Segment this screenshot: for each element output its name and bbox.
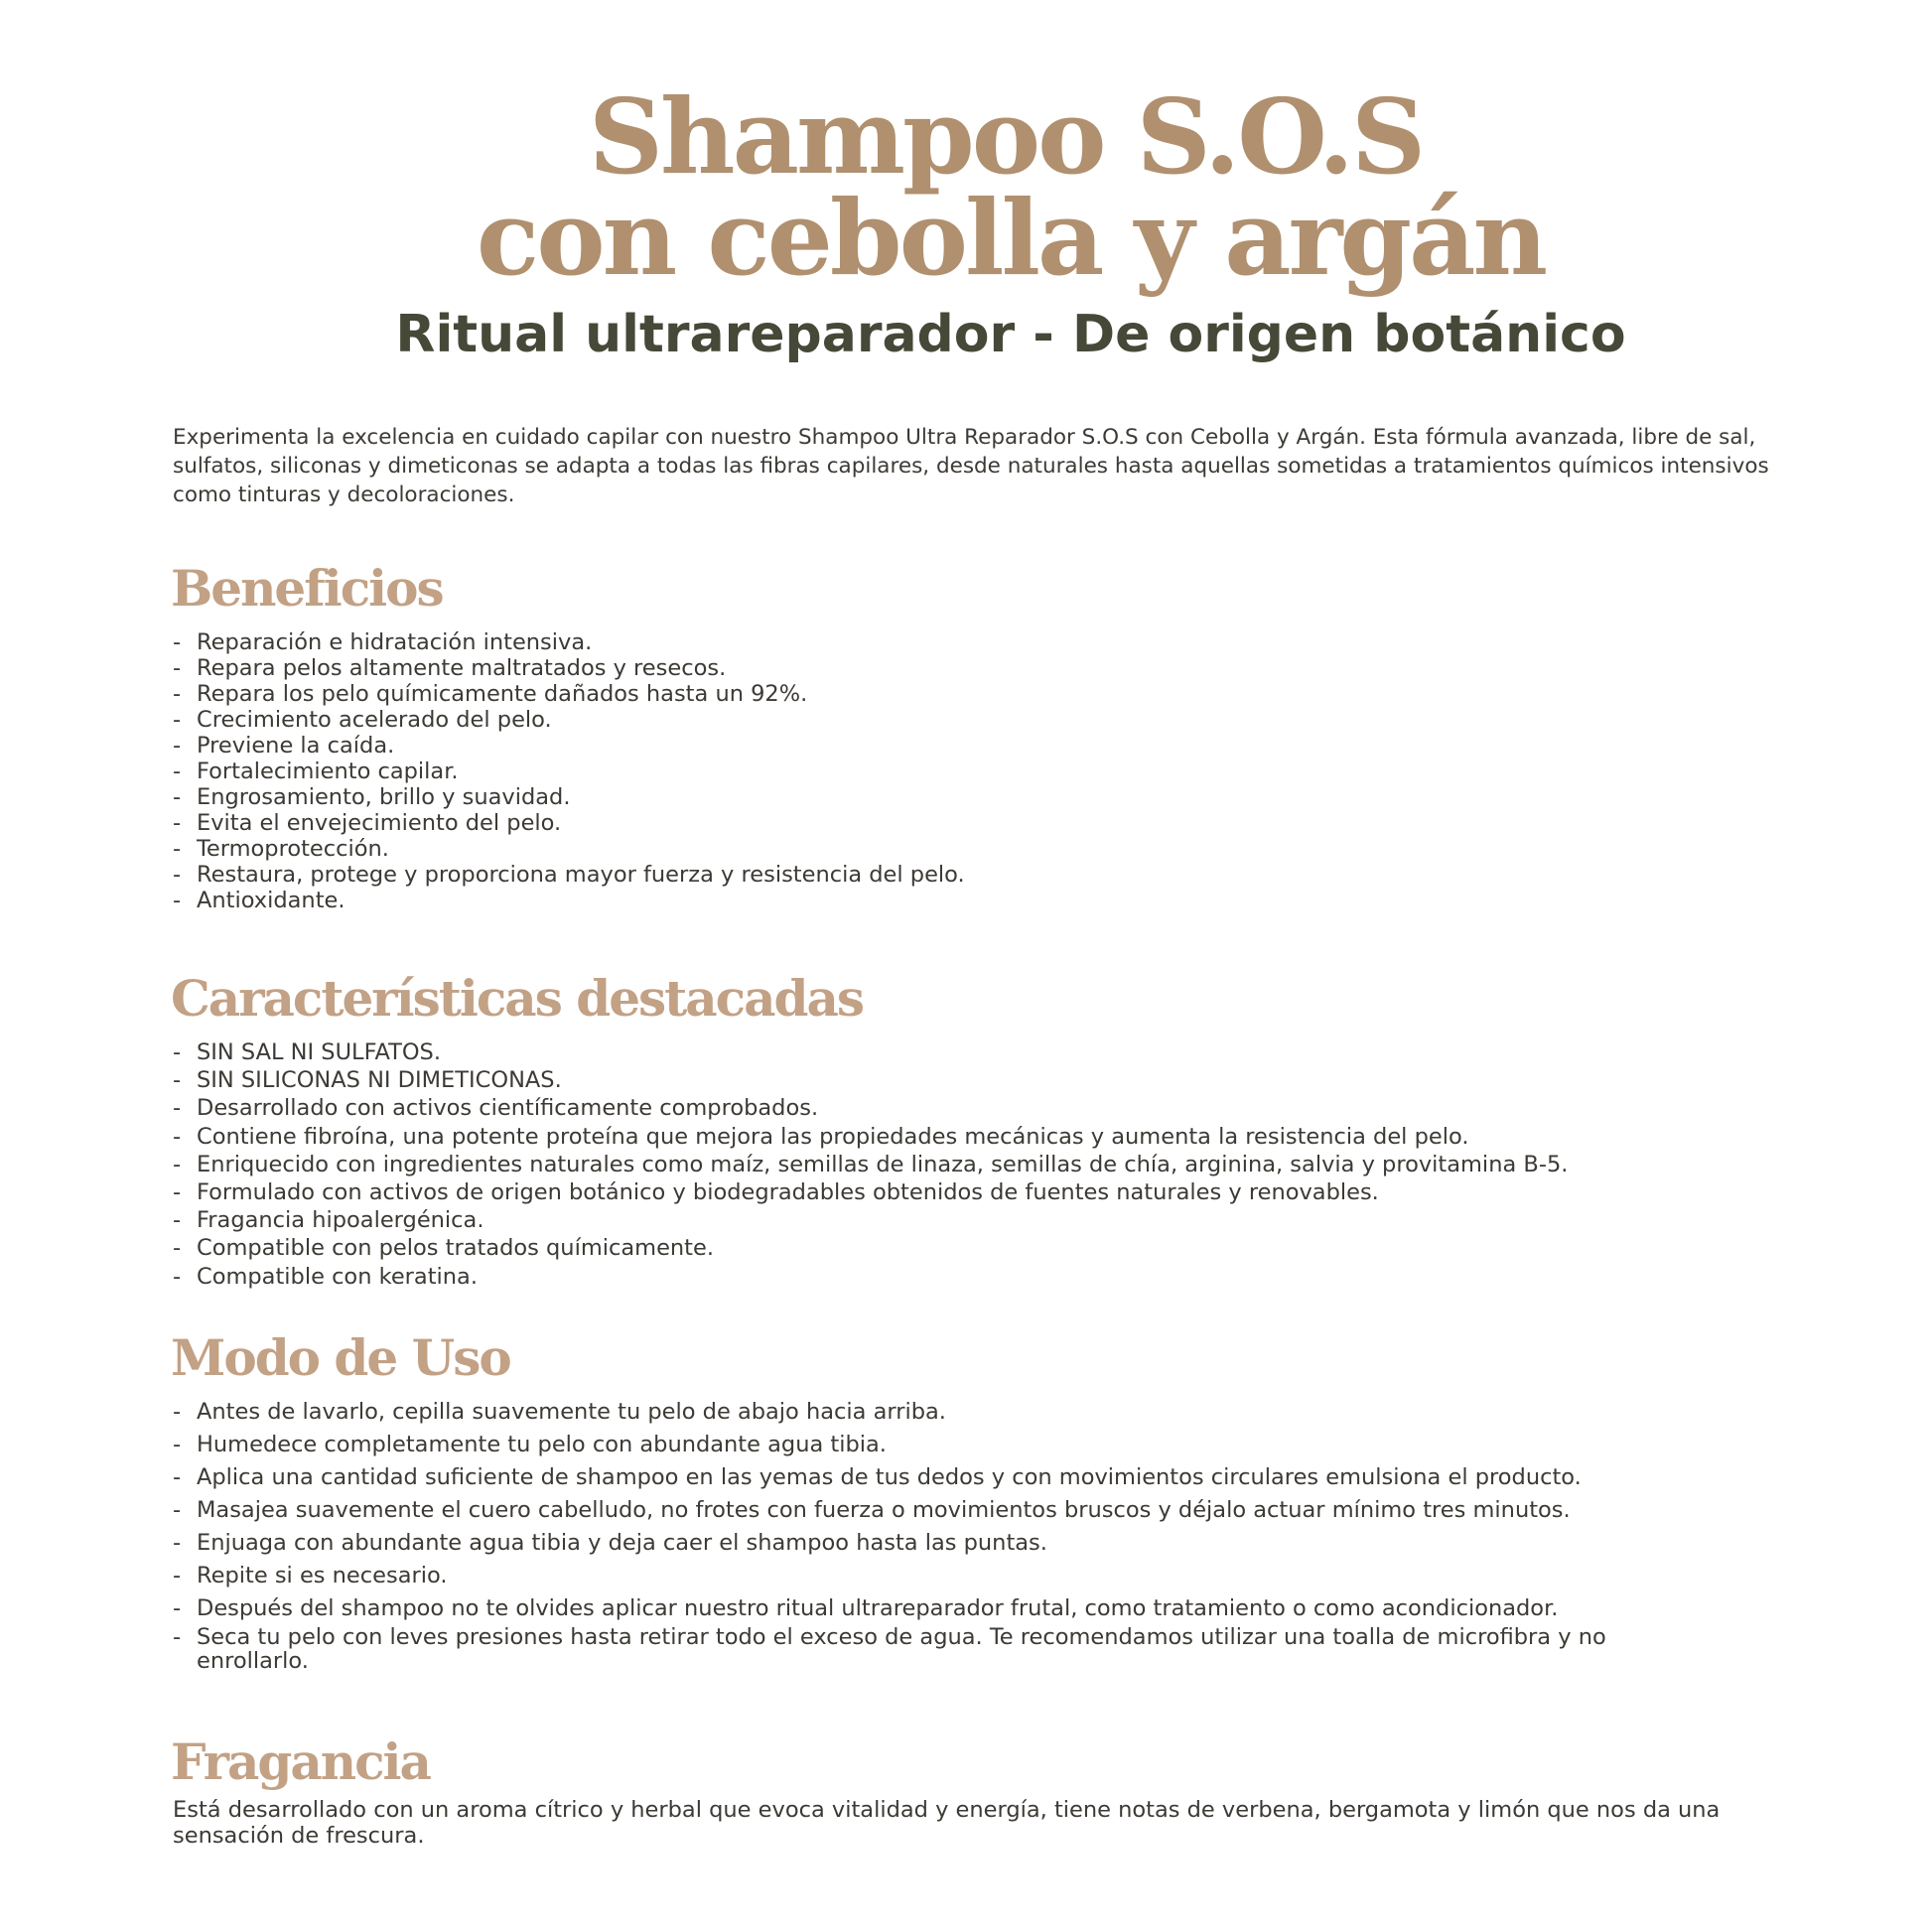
list-item <box>173 862 965 888</box>
page-subtitle: Ritual ultrareparador - De origen botánico <box>395 305 1626 364</box>
list-marker: - <box>173 1151 182 1177</box>
list-item <box>173 1494 1616 1527</box>
list-item-text: SIN SILICONAS NI DIMETICONAS. <box>197 1067 562 1094</box>
list-marker: - <box>173 681 182 707</box>
list-item-text: SIN SAL NI SULFATOS. <box>197 1039 441 1065</box>
list-item-text: Enriquecido con ingredientes naturales como maíz, semillas de linaza, semillas de chía, arginina, salvia y provitamina B-5. <box>197 1151 1569 1177</box>
list-item <box>173 1527 1616 1560</box>
list-item-text: Formulado con activos de origen botánico y biodegradables obtenidos de fuentes naturales y renovables. <box>197 1178 1379 1205</box>
list-item <box>173 629 965 655</box>
section-heading-fragancia: Fragancia <box>171 1732 430 1791</box>
list-item-text: Seca tu pelo con leves presiones hasta retirar todo el exceso de agua. Te recomendamos utilizar una toalla de microfibra y no enrollarlo. <box>197 1624 1606 1674</box>
list-item-text: Fortalecimiento capilar. <box>197 759 459 784</box>
section-heading-caracteristicas: Características destacadas <box>171 969 864 1028</box>
list-marker: - <box>173 1039 182 1065</box>
list-item-text: Después del shampoo no te olvides aplicar nuestro ritual ultrareparador frutal, como tratamiento o como acondicionador. <box>197 1595 1559 1621</box>
list-item <box>173 733 965 759</box>
list-item-text: Evita el envejecimiento del pelo. <box>197 810 562 836</box>
list-marker: - <box>173 836 182 862</box>
list-item <box>173 1094 1568 1122</box>
list-item <box>173 1038 1568 1066</box>
list-marker: - <box>173 733 182 759</box>
list-item <box>173 1592 1616 1625</box>
page-title-line-1: Shampoo S.O.S <box>588 75 1424 198</box>
list-item <box>173 759 965 784</box>
list-item-text: Repara los pelo químicamente dañados hasta un 92%. <box>197 681 808 707</box>
list-item <box>173 681 965 707</box>
list-item <box>173 1461 1616 1494</box>
beneficios-list <box>173 629 965 913</box>
list-item <box>173 1429 1616 1461</box>
list-marker: - <box>173 1432 182 1457</box>
list-marker: - <box>173 862 182 888</box>
list-marker: - <box>173 1497 182 1523</box>
list-item <box>173 810 965 836</box>
list-marker: - <box>173 707 182 733</box>
list-item <box>173 1625 1616 1673</box>
list-marker: - <box>173 1464 182 1490</box>
list-item-text: Desarrollado con activos científicamente comprobados. <box>197 1095 819 1122</box>
list-marker: - <box>173 1067 182 1094</box>
list-marker: - <box>173 1207 182 1234</box>
intro-paragraph: Experimenta la excelencia en cuidado capilar con nuestro Shampoo Ultra Reparador S.O.S con Cebolla y Argán. Esta fórmula avanzada, libre de sal, sulfatos, siliconas y dimeticonas se adapta a todas las fibras capilares, desde naturales hasta aquellas sometidas a tratamientos químicos intensivos como tinturas y decoloraciones. <box>173 425 1769 507</box>
list-marker: - <box>173 1624 182 1650</box>
list-marker: - <box>173 1530 182 1556</box>
list-item-text: Repite si es necesario. <box>197 1563 448 1588</box>
list-marker: - <box>173 1595 182 1621</box>
list-marker: - <box>173 655 182 681</box>
list-item-text: Engrosamiento, brillo y suavidad. <box>197 784 571 810</box>
list-item <box>173 707 965 733</box>
list-item-text: Humedece completamente tu pelo con abundante agua tibia. <box>197 1432 887 1457</box>
list-item-text: Aplica una cantidad suficiente de shampoo en las yemas de tus dedos y con movimientos circulares emulsiona el producto. <box>197 1464 1582 1490</box>
page-title-line-2: con cebolla y argán <box>476 177 1546 299</box>
list-item-text: Antes de lavarlo, cepilla suavemente tu pelo de abajo hacia arriba. <box>197 1399 946 1425</box>
list-item <box>173 1178 1568 1206</box>
list-marker: - <box>173 1235 182 1262</box>
list-marker: - <box>173 629 182 655</box>
list-item-text: Restaura, protege y proporciona mayor fuerza y resistencia del pelo. <box>197 862 965 888</box>
list-item-text: Enjuaga con abundante agua tibia y deja caer el shampoo hasta las puntas. <box>197 1530 1047 1556</box>
list-marker: - <box>173 888 182 913</box>
section-heading-modo-de-uso: Modo de Uso <box>171 1328 510 1387</box>
list-item-text: Reparación e hidratación intensiva. <box>197 629 593 655</box>
list-item-text: Contiene fibroína, una potente proteína que mejora las propiedades mecánicas y aumenta la resistencia del pelo. <box>197 1123 1469 1150</box>
list-item-text: Compatible con keratina. <box>197 1263 478 1290</box>
list-item <box>173 1396 1616 1429</box>
list-item <box>173 1123 1568 1151</box>
list-item-text: Repara pelos altamente maltratados y resecos. <box>197 655 727 681</box>
list-item-text: Antioxidante. <box>197 888 345 913</box>
list-item-text: Crecimiento acelerado del pelo. <box>197 707 552 733</box>
list-item-text: Fragancia hipoalergénica. <box>197 1207 484 1234</box>
list-item <box>173 1263 1568 1291</box>
list-item <box>173 888 965 913</box>
list-marker: - <box>173 1123 182 1150</box>
list-marker: - <box>173 1399 182 1425</box>
list-item <box>173 1206 1568 1234</box>
list-item <box>173 1066 1568 1094</box>
list-marker: - <box>173 1563 182 1588</box>
list-item-text: Termoprotección. <box>197 836 389 862</box>
list-item <box>173 1560 1616 1592</box>
list-marker: - <box>173 1178 182 1205</box>
list-marker: - <box>173 784 182 810</box>
section-heading-beneficios: Beneficios <box>171 559 443 618</box>
modo-de-uso-list <box>173 1396 1616 1673</box>
fragancia-paragraph: Está desarrollado con un aroma cítrico y herbal que evoca vitalidad y energía, tiene notas de verbena, bergamota y limón que nos da una sensación de frescura. <box>173 1797 1721 1849</box>
list-item <box>173 784 965 810</box>
list-marker: - <box>173 759 182 784</box>
list-marker: - <box>173 1263 182 1290</box>
list-item <box>173 655 965 681</box>
list-item-text: Compatible con pelos tratados químicamente. <box>197 1235 714 1262</box>
list-item <box>173 1234 1568 1262</box>
list-marker: - <box>173 1095 182 1122</box>
list-item-text: Previene la caída. <box>197 733 395 759</box>
caracteristicas-list <box>173 1038 1568 1291</box>
list-item <box>173 836 965 862</box>
list-item-text: Masajea suavemente el cuero cabelludo, no frotes con fuerza o movimientos bruscos y déjalo actuar mínimo tres minutos. <box>197 1497 1571 1523</box>
list-marker: - <box>173 810 182 836</box>
list-item <box>173 1151 1568 1178</box>
